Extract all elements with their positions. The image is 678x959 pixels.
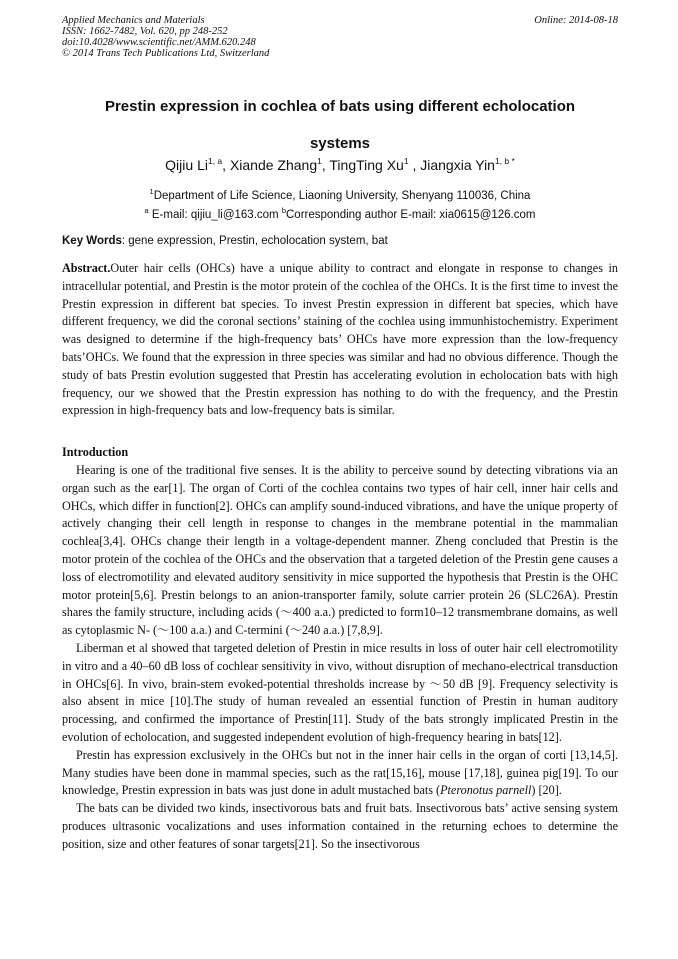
abstract	[62, 260, 618, 420]
email-superscript-b: b	[281, 206, 286, 215]
paper-title	[62, 88, 618, 162]
author-email-a: E-mail: qijiu_li@163.com	[151, 209, 279, 221]
email-superscript-a: a	[144, 206, 149, 215]
author-superscript: 1	[317, 156, 322, 166]
affiliation-superscript: 1	[149, 187, 154, 196]
keywords	[62, 234, 618, 248]
affiliation-line	[62, 189, 618, 203]
author-name: Xiande Zhang	[229, 157, 318, 173]
paragraph	[62, 747, 618, 800]
publication-header	[62, 15, 618, 59]
paragraph: Hearing is one of the traditional five senses. It is the ability to perceive sound by detecting vibrations via an organ such as the ear[1]. The organ of Corti of the cochlea contains two types of hair cell, inner hair cells and OHCs, which differ in function[2]. OHCs can amplify sound-induced vibrations, and have the unique property of actively changing their cell length in response to changes in the membrane potential in the mammalian cochlea[3,4]. OHCs change their length in a voltage-dependent manner. Zheng concluded that Prestin is the motor protein of the cochlea of the OHCs and the observation that a targeted deletion of the Prestin gene causes a loss of electromotility and elevated auditory sensitivity in mice supported the hypothesis that Prestin is the OHC motor protein[5,6]. Prestin belongs to an anion-transporter family, solute carrier protein 26 (SLC26A). Prestin shares the family structure, including acids (～400 a.a.) predicted to form10–12 transmembrane domains, as well as cytoplasmic N- (～100 a.a.) and C-termini (～240 a.a.) [7,8,9].	[62, 463, 618, 638]
email-line	[62, 208, 618, 222]
keywords-label: Key Words	[62, 235, 122, 247]
author-superscript: 1, a	[207, 156, 223, 166]
keywords-text: : gene expression, Prestin, echolocation system, bat	[121, 235, 388, 247]
abstract-label: Abstract.	[62, 261, 111, 275]
journal-name: Applied Mechanics and Materials	[62, 15, 205, 26]
title-line-1: Prestin expression in cochlea of bats using different echolocation	[104, 98, 576, 115]
introduction-body	[62, 462, 618, 854]
species-name: Pteronotus parnell	[440, 783, 532, 798]
doi-line: doi:10.4028/www.scientific.net/AMM.620.248	[62, 37, 256, 48]
section-heading-introduction: Introduction	[62, 445, 129, 459]
author-email-b: Corresponding author E-mail: xia0615@126.com	[286, 209, 536, 221]
paragraph: Liberman et al showed that targeted deletion of Prestin in mice results in loss of outer hair cell electromotility in vitro and a 40–60 dB loss of cochlear sensitivity in vivo, without disruption of mechano-electrical transduction in OHCs[6]. In vivo, brain-stem evoked-potential thresholds increase by ～50 dB [9]. Frequency selectivity is also absent in mice [10].The study of human revealed an essential function of Prestin in human auditory processing, and confirmed the importance of Prestin[11]. Study of the bats strongly implicated Prestin in the evolution of echolocation, and suggested independent evolution of high-frequency hearing in bats[12].	[62, 640, 618, 744]
paragraph-text: ) [20].	[531, 783, 562, 798]
author-name: Qijiu Li	[165, 157, 208, 173]
affiliation-text: Department of Life Science, Liaoning University, Shenyang 110036, China	[153, 190, 531, 202]
paragraph-text: Prestin has expression exclusively in the OHCs but not in the inner hair cells in the organ of corti [13,14,5]. Many studies have been done in mammal species, such as the rat[15,16], mouse [17,18], guinea pig[19]. To our knowledge, Prestin expression in bats was just done in adult mustached bats (	[62, 747, 618, 798]
author-superscript: 1	[403, 156, 409, 166]
issn-line: ISSN: 1662-7482, Vol. 620, pp 248-252	[62, 26, 228, 37]
author-name: Jiangxia Yin	[420, 157, 495, 173]
abstract-text: Outer hair cells (OHCs) have a unique ability to contract and elongate in response to changes in intracellular potential, and Prestin is the motor protein of the cochlea of the OHCs. It is the first time to invest the Prestin expression in different bat species. To invest Prestin expression in different bat species, which have different frequency, we did the coronal sections’ staining of the cochlea using immunhistochemistry. Experiment was designed to determine if the high-frequency bats’ OHCs have more expression than the low-frequency bats’OHCs. We found that the expression in three species was similar and had no obvious difference. Though the study of bats Prestin evolution suggested that Prestin has accelerating evolution in echolocation bats with high frequency, our we showed that the Prestin expression has nothing to do with the frequency, and the Prestin expression in high-frequency bats and low-frequency bats is similar.	[62, 261, 618, 418]
copyright-line: © 2014 Trans Tech Publications Ltd, Switzerland	[62, 48, 270, 59]
author-list: Qijiu Li$^{1, a}$, Xiande Zhang$^1$, TingTing Xu$^1$ , Jiangxia Yin$^{1, b *}$	[165, 156, 515, 173]
online-date: Online: 2014-08-18	[534, 15, 618, 26]
author-name: TingTing Xu	[329, 157, 404, 173]
paragraph: The bats can be divided two kinds, insectivorous bats and fruit bats. Insectivorous bats’ active sensing system produces ultrasonic vocalizations and uses information contained in the returning echoes to determine the position, size and other features of sonar targets[21]. So the insectivorous	[62, 801, 618, 851]
author-superscript: 1, b *	[494, 156, 515, 166]
title-line-2: systems	[309, 135, 371, 152]
